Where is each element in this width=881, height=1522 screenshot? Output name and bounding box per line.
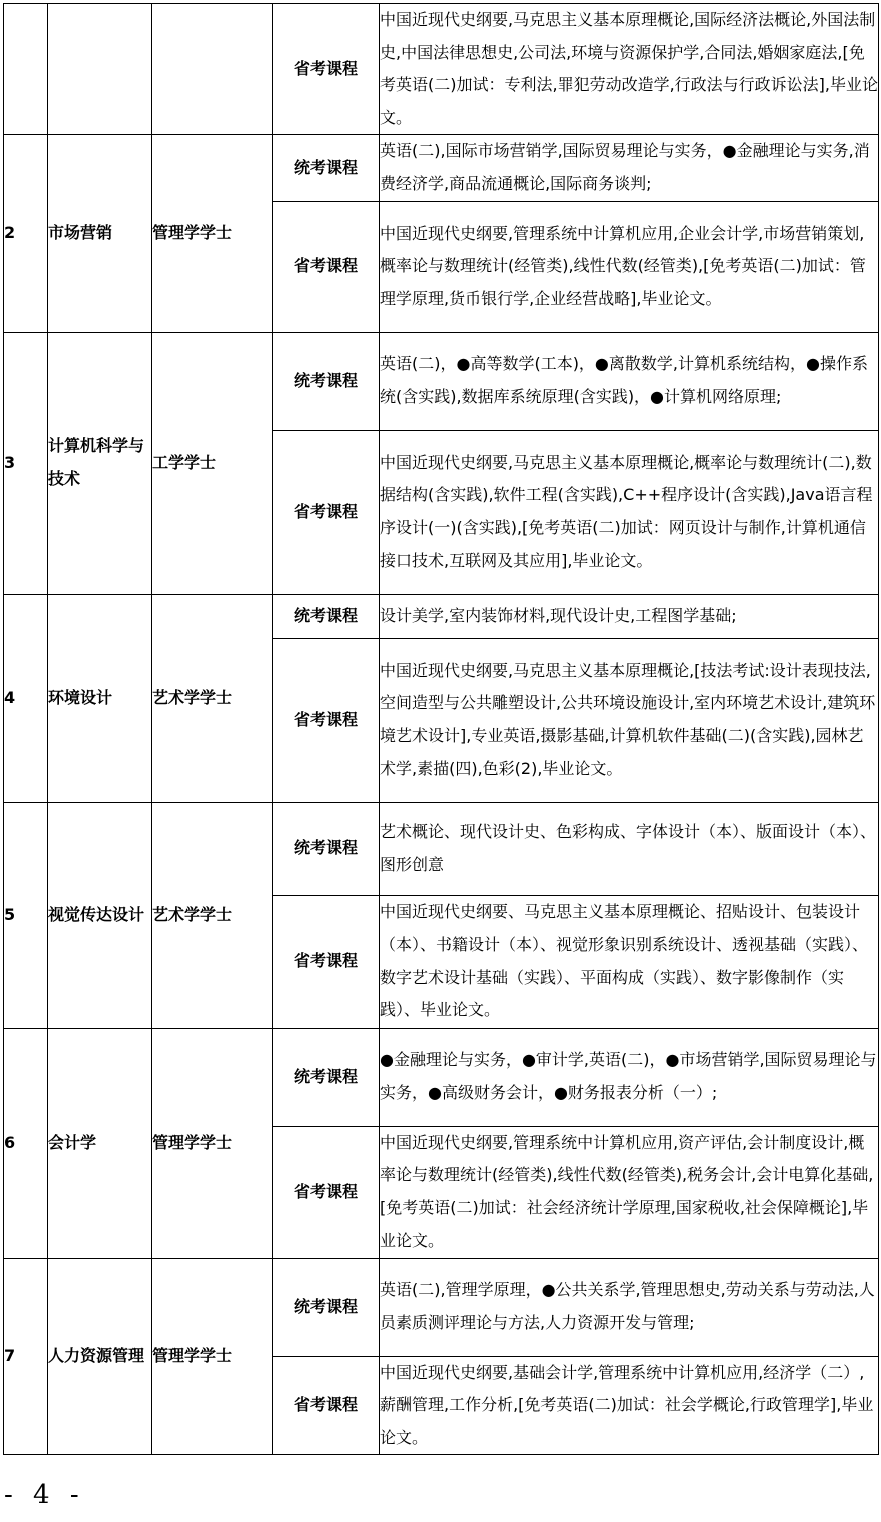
course-list: 中国近现代史纲要、马克思主义基本原理概论、招贴设计、包装设计（本）、书籍设计（本）、视觉形象识别系统设计、透视基础（实践）、数字艺术设计基础（实践）、平面构成（实践）、数字影像制作（实践）、毕业论文。 [380,895,879,1028]
major-name: 市场营销 [48,135,152,332]
degree-name [152,4,273,135]
row-number: 7 [4,1258,48,1455]
course-type: 省考课程 [273,430,380,594]
course-list: 设计美学,室内装饰材料,现代设计史,工程图学基础; [380,594,879,638]
major-name [48,4,152,135]
major-name: 视觉传达设计 [48,802,152,1028]
row-number: 6 [4,1028,48,1258]
degree-name: 管理学学士 [152,1258,273,1455]
course-list: 中国近现代史纲要,管理系统中计算机应用,企业会计学,市场营销策划,概率论与数理统计(经管类),线性代数(经管类),[免考英语(二)加试：管理学原理,货币银行学,企业经营战略],毕业论文。 [380,201,879,332]
course-list: 中国近现代史纲要,马克思主义基本原理概论,概率论与数理统计(二),数据结构(含实践),软件工程(含实践),C++程序设计(含实践),Java语言程序设计(一)(含实践),[免考英语(二)加试：网页设计与制作,计算机通信接口技术,互联网及其应用],毕业论文。 [380,430,879,594]
table-row [4,1028,879,1126]
major-name: 人力资源管理 [48,1258,152,1455]
course-type: 统考课程 [273,1258,380,1356]
course-type: 统考课程 [273,802,380,895]
row-number: 5 [4,802,48,1028]
course-type: 统考课程 [273,1028,380,1126]
major-name: 会计学 [48,1028,152,1258]
course-type: 省考课程 [273,895,380,1028]
course-list: 中国近现代史纲要,基础会计学,管理系统中计算机应用,经济学（二）,薪酬管理,工作分析,[免考英语(二)加试：社会学概论,行政管理学],毕业论文。 [380,1356,879,1455]
course-type: 统考课程 [273,594,380,638]
degree-name: 艺术学学士 [152,802,273,1028]
table-row [4,802,879,895]
degree-name: 工学学士 [152,332,273,594]
row-number [4,4,48,135]
course-type: 省考课程 [273,4,380,135]
table-row [4,332,879,430]
course-list: 英语(二)，●高等数学(工本)，●离散数学,计算机系统结构，●操作系统(含实践),数据库系统原理(含实践)，●计算机网络原理; [380,332,879,430]
degree-name: 管理学学士 [152,1028,273,1258]
course-type: 统考课程 [273,135,380,201]
table-row [4,4,879,135]
course-type: 省考课程 [273,201,380,332]
table-row [4,135,879,201]
table-row [4,594,879,638]
row-number: 4 [4,594,48,802]
degree-name: 艺术学学士 [152,594,273,802]
course-list: 英语(二),管理学原理，●公共关系学,管理思想史,劳动关系与劳动法,人员素质测评理论与方法,人力资源开发与管理; [380,1258,879,1356]
course-type: 省考课程 [273,1126,380,1258]
row-number: 3 [4,332,48,594]
course-list: 中国近现代史纲要,管理系统中计算机应用,资产评估,会计制度设计,概率论与数理统计(经管类),线性代数(经管类),税务会计,会计电算化基础,[免考英语(二)加试：社会经济统计学原理,国家税收,社会保障概论],毕业论文。 [380,1126,879,1258]
course-list: 艺术概论、现代设计史、色彩构成、字体设计（本）、版面设计（本）、图形创意 [380,802,879,895]
row-number: 2 [4,135,48,332]
page-number: - 4 - [4,1480,85,1510]
course-list: 中国近现代史纲要,马克思主义基本原理概论,[技法考试:设计表现技法,空间造型与公共雕塑设计,公共环境设施设计,室内环境艺术设计,建筑环境艺术设计],专业英语,摄影基础,计算机软件基础(二)(含实践),园林艺术学,素描(四),色彩(2),毕业论文。 [380,638,879,802]
course-list: 中国近现代史纲要,马克思主义基本原理概论,国际经济法概论,外国法制史,中国法律思想史,公司法,环境与资源保护学,合同法,婚姻家庭法,[免考英语(二)加试：专利法,罪犯劳动改造学,行政法与行政诉讼法],毕业论文。 [380,4,879,135]
course-type: 省考课程 [273,638,380,802]
table-row [4,1258,879,1356]
major-name: 计算机科学与技术 [48,332,152,594]
course-type: 省考课程 [273,1356,380,1455]
course-list: ●金融理论与实务，●审计学,英语(二)，●市场营销学,国际贸易理论与实务，●高级财务会计，●财务报表分析（一）; [380,1028,879,1126]
degree-name: 管理学学士 [152,135,273,332]
course-type: 统考课程 [273,332,380,430]
course-list: 英语(二),国际市场营销学,国际贸易理论与实务，●金融理论与实务,消费经济学,商品流通概论,国际商务谈判; [380,135,879,201]
major-name: 环境设计 [48,594,152,802]
curriculum-table [3,3,879,1455]
